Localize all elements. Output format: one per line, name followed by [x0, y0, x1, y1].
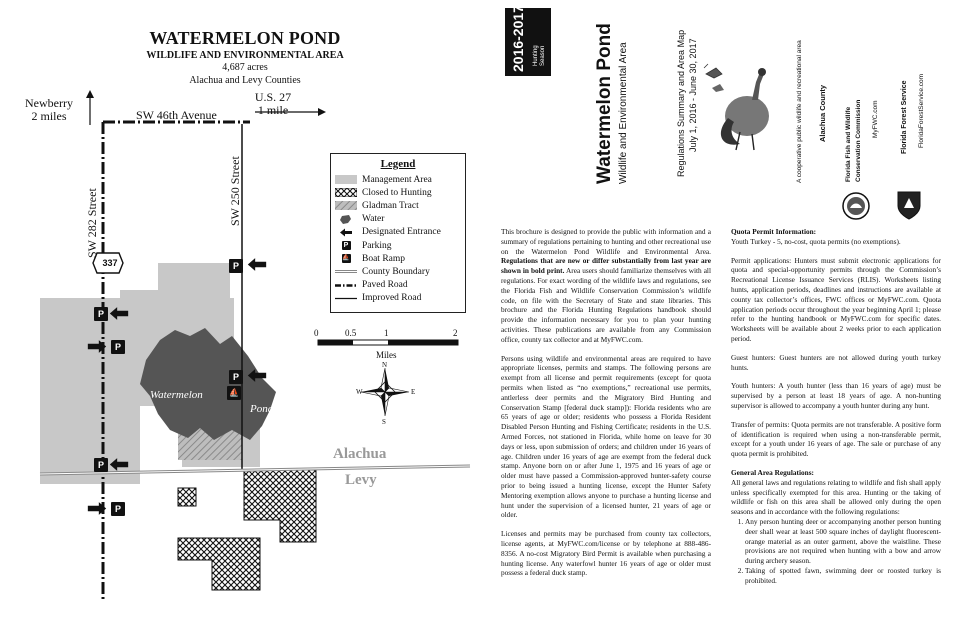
legend-title: Legend	[380, 158, 416, 170]
legend-label: Paved Road	[362, 280, 408, 291]
scale-unit: Miles	[376, 350, 397, 360]
scale-tick-0: 0	[314, 328, 319, 338]
intro-text: This brochure is designed to provide the public with information and a summary of regulations pertaining to hunting and other recreational use on the Watermelon Pond Wildlife and Environmental Area.	[501, 227, 711, 256]
legend-label: Water	[362, 214, 385, 225]
legend-label: Closed to Hunting	[362, 187, 432, 198]
legend-item-gladman-tract	[331, 199, 465, 212]
legend-label: County Boundary	[362, 266, 430, 277]
legend-item-parking	[331, 239, 465, 252]
compass-rose	[361, 368, 409, 416]
legend-item-county-boundary	[331, 265, 465, 278]
scale-tick-2: 2	[453, 328, 458, 338]
youth-hunters-paragraph: Youth hunters: A youth hunter (less than 16 years of age) must be supervised by a person at least 18 years of age. A non-hunting supervisor is allowed to accompany a youth hunter during any hunt.	[731, 381, 941, 410]
entrance-arrow-icon	[335, 228, 357, 237]
newberry-label	[18, 97, 80, 123]
water-shape	[140, 328, 276, 440]
parking-icon: P	[111, 502, 125, 516]
regulation-item: 1. Any person hunting deer or accompanying another person hunting deer shall wear at least 500 square inches of daylight fluorescent-orange material as an outer garment, above the waistline. These provisions are not required when hunting with a bow and arrow during archery season.	[745, 517, 941, 566]
compass-w: W	[356, 388, 363, 396]
legend-item-paved-road	[331, 279, 465, 292]
parking-icon: P	[111, 340, 125, 354]
season-label-2: Season	[540, 45, 546, 66]
season-years: 2016-2017	[510, 5, 526, 72]
scale-tick-1: 1	[384, 328, 389, 338]
parking-icon: P	[342, 241, 351, 250]
sw46-label: SW 46th Avenue	[136, 108, 217, 122]
guest-hunters-paragraph: Guest hunters: Guest hunters are not allowed during youth turkey hunts.	[731, 352, 941, 372]
compass-s: S	[382, 418, 386, 426]
general-intro: All general laws and regulations relating to wildlife and fish shall apply unless specifically exempted for this area. Hunting or the taking of wildlife or fish on this area shall be allowed only during the open seasons and in accordance with the following regulations:	[731, 477, 941, 517]
legend-item-water	[331, 213, 465, 226]
newberry-distance: 2 miles	[31, 109, 67, 123]
map-legend	[330, 153, 466, 313]
purchase-paragraph: Licenses and permits may be purchased from county tax collectors, license agents, at MyFWC.com/license or by telephone at 888-486-8356. A no-cost Migratory Bird Permit is available when purchasing a hunting license. Any waterfowl hunter 16 years of age or older must possess a federal duck stamp.	[501, 529, 711, 578]
regulations-column	[731, 227, 941, 586]
legend-item-improved-road	[331, 292, 465, 305]
intro-paragraph	[501, 227, 711, 345]
legend-label: Management Area	[362, 174, 432, 185]
sw250-label: SW 250 Street	[228, 156, 242, 226]
parking-icon: P	[94, 458, 108, 472]
legend-item-closed-to-hunting	[331, 186, 465, 199]
cover-cooperative: A cooperative public wildlife and recreational area	[796, 40, 803, 183]
gladman-tract-swatch	[335, 201, 357, 210]
intro-column	[501, 227, 711, 587]
fwc-seal-icon	[842, 192, 870, 220]
quota-heading: Quota Permit Information:	[731, 227, 817, 236]
management-area-swatch	[335, 175, 357, 184]
cover-fwc-line-2: Conservation Commission	[855, 99, 862, 182]
us27-distance: 1 mile	[257, 103, 289, 117]
map-subtitle: WILDLIFE AND ENVIRONMENTAL AREA	[146, 50, 344, 61]
cover-ffs-name: Florida Forest Service	[901, 80, 908, 154]
legend-label: Designated Entrance	[362, 227, 441, 238]
intro-bold-notice: Regulations that are new or differ substantially from last year are shown in bold print.	[501, 256, 711, 276]
us27-label	[252, 91, 294, 117]
parking-icon: P	[229, 370, 243, 384]
season-label-1: Hunting	[533, 45, 539, 66]
map-title: WATERMELON POND	[149, 28, 341, 48]
route-337-label: 337	[102, 258, 118, 268]
transfer-permits-paragraph: Transfer of permits: Quota permits are not transferable. A positive form of identification is required when using a non-transferable permit, except for a youth under 16 years of age. The sale or purchase of any quota permit is prohibited.	[731, 419, 941, 459]
boat-ramp-swatch	[335, 254, 357, 263]
general-heading: General Area Regulations:	[731, 467, 814, 477]
boat-ramp-icon: ⛵	[342, 255, 350, 262]
newberry-name: Newberry	[25, 96, 73, 110]
scale-bar	[318, 340, 458, 345]
general-regulations-list	[731, 517, 941, 586]
forest-service-shield-icon	[896, 190, 922, 220]
water-swatch-icon	[335, 215, 357, 224]
water-label-pond: Pond	[250, 403, 274, 415]
boat-ramp-icon: ⛵	[227, 386, 241, 400]
cover-fwc-url: MyFWC.com	[872, 100, 879, 138]
sw282-label: SW 282 Street	[85, 188, 99, 258]
cover-ffs-url: FloridaForestService.com	[918, 73, 925, 148]
cover-fwc-line-1: Florida Fish and Wildlife	[845, 106, 852, 182]
wild-turkey-illustration	[700, 60, 782, 152]
county-boundary-swatch	[335, 267, 357, 276]
forest-service-badge-text: FLORIDA	[898, 167, 902, 183]
map-acres: 4,687 acres	[222, 62, 268, 73]
legend-item-designated-entrance	[331, 226, 465, 239]
compass-n: N	[382, 361, 388, 369]
cover-reg-dates: July 1, 2016 - June 30, 2017	[688, 38, 698, 152]
cover-area-subtitle: Wildlife and Environmental Area	[618, 42, 629, 184]
map-counties: Alachua and Levy Counties	[189, 75, 301, 86]
us27-name: U.S. 27	[254, 90, 292, 104]
parking-swatch	[335, 241, 357, 250]
quota-line: Youth Turkey - 5, no-cost, quota permits (no exemptions).	[731, 236, 901, 246]
water-label-watermelon: Watermelon	[150, 389, 203, 401]
improved-road-swatch	[335, 294, 357, 303]
cover-county: Alachua County	[818, 84, 827, 142]
regulation-item: 2. Taking of spotted fawn, swimming deer or roosted turkey is prohibited.	[745, 566, 941, 586]
county-label-alachua: Alachua	[333, 446, 387, 462]
legend-item-boat-ramp	[331, 252, 465, 265]
legend-label: Improved Road	[362, 293, 422, 304]
scale-tick-half: 0.5	[345, 328, 357, 338]
county-label-levy: Levy	[345, 472, 377, 488]
parking-icon: P	[229, 259, 243, 273]
legend-item-management-area	[331, 173, 465, 186]
parking-icon: P	[94, 307, 108, 321]
legend-label: Boat Ramp	[362, 253, 406, 264]
closed-to-hunting-shapes	[178, 470, 316, 590]
cover-reg-title: Regulations Summary and Area Map	[676, 29, 686, 177]
intro-text-continued: Area users should familiarize themselves with all regulations. For exact wording of the wildlife laws and regulations, see the Florida Fish and Wildlife Conservation Commission’s wildlife code, on file with the Secretary of State and state libraries. This brochure and the Florida Hunting Regulations handbook should provide the information necessary for you to plan your hunting activities. These publications are available from any Commission office, county tax collector and at MyFWC.com.	[501, 266, 711, 344]
legend-label: Parking	[362, 240, 392, 251]
closed-to-hunting-swatch	[335, 188, 357, 197]
license-paragraph: Persons using wildlife and environmental areas are required to have appropriate licenses, permits and stamps. The following persons are exempt from all license and permit requirements (except for quota permits when listed as “no exemptions,” recreational use permits, antlerless deer permits and the Migratory Bird Hunting and Conservation Stamp [federal duck stamp]): Florida residents who are 65 years of age or older; residents who possess a Florida Resident Disabled Person Hunting and Fishing Certificate; residents in the U.S. Armed Forces, not stationed in Florida, while home on leave for 30 days or less, upon submission of orders; and children under 16 years of age. Children under 16 years of age are exempt from the federal duck stamp. Anyone born on or after June 1, 1975 and 16 years of age or older must have passed a Commission-approved hunter-safety course prior to being issued a hunting license, except the Hunter Safety Mentoring exemption allows anyone to purchase a hunting license and hunt under the supervision of a licensed hunter, 21 years of age or older.	[501, 353, 711, 520]
legend-label: Gladman Tract	[362, 200, 419, 211]
compass-e: E	[411, 388, 416, 396]
paved-road-swatch	[335, 281, 357, 290]
designated-entrance-icon	[248, 258, 266, 271]
cover-area-name: Watermelon Pond	[594, 23, 615, 184]
permit-applications-paragraph: Permit applications: Hunters must submit electronic applications for quota and special-opportunity permits through the Commission’s Recreational License Issuance Services (RLIS). Worksheets listing hunts, application periods, deadlines and instructions are available at county tax collector’s offices, FWC offices or MyFWC.com. Quota application periods occur throughout the year beginning April 1; please refer to the hunting handbook or MyFWC.com for specific dates. Worksheets will be available about 2 weeks prior to each application period.	[731, 255, 941, 343]
